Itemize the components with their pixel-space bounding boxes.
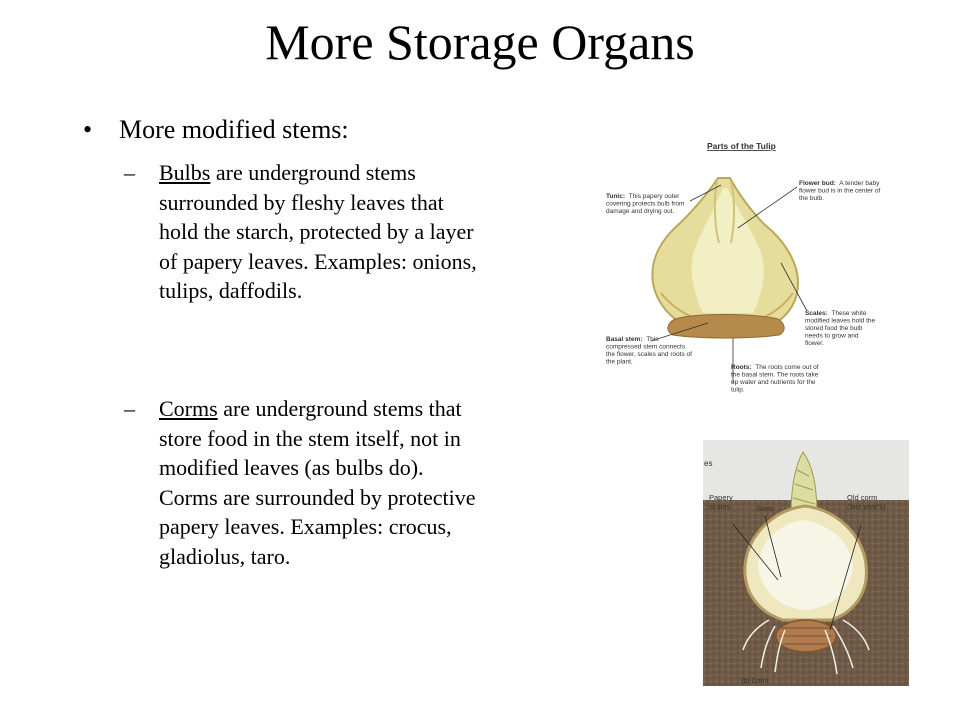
- basal-stem-line: compressed stem connects: [606, 343, 686, 351]
- scales-label: Scales:: [805, 310, 828, 317]
- tulip-diagram: [603, 133, 881, 403]
- basal-stem-line: the flower, scales and roots of: [606, 351, 692, 358]
- tunic-line: covering protects bulb from: [606, 200, 685, 208]
- flower-bud-label: Flower bud:: [799, 180, 836, 187]
- term-bulbs: Bulbs: [159, 160, 211, 185]
- bullet-dot: •: [83, 115, 93, 144]
- corm-caption: (b) Corm: [741, 678, 769, 685]
- bulbs-text: are underground stems surrounded by fleshy leaves that hold the starch, protected by a layer of papery leaves. Examples: onions, tulips, daffodils.: [159, 160, 477, 303]
- scales-line: needs to grow and: [805, 332, 859, 340]
- tulip-bulb-figure: [603, 133, 881, 403]
- stem-label: Stem: [756, 504, 774, 513]
- basal-stem-line: This: [646, 336, 659, 343]
- roots-label: Roots:: [731, 364, 752, 371]
- corm-fragment-label: es: [704, 459, 713, 468]
- tunic-label: Tunic:: [606, 193, 626, 200]
- basal-stem-label: Basal stem:: [606, 336, 643, 343]
- slide-title: More Storage Organs: [265, 14, 695, 70]
- dash-marker: –: [124, 396, 135, 421]
- basal-stem-line: the plant.: [606, 358, 633, 366]
- tunic-line: This papery outer: [628, 193, 680, 200]
- tulip-heading: Parts of the Tulip: [707, 141, 776, 151]
- tunic-annotation: [606, 193, 686, 215]
- roots-line: tulip.: [731, 386, 745, 394]
- scales-line: stored food the bulb: [805, 325, 863, 332]
- term-corms: Corms: [159, 396, 218, 421]
- papery-scales-line: Papery: [709, 493, 733, 502]
- flower-bud-line: flower bud is in the center of: [799, 187, 881, 195]
- flower-bud-line: the bulb.: [799, 195, 824, 202]
- sub-bullet-corms: [124, 394, 484, 571]
- scales-line: flower.: [805, 340, 824, 347]
- dash-marker: –: [124, 160, 135, 185]
- roots-line: The roots come out of: [755, 364, 819, 371]
- old-corm-line: Old corm: [847, 493, 878, 502]
- corms-text: are underground stems that store food in the stem itself, not in modified leaves (as bulbs do). Corms are surrounded by protective papery leaves. Examples: crocus, gladiolus, taro.: [159, 396, 476, 569]
- sub-bullet-bulbs: [124, 158, 484, 306]
- tunic-line: damage and drying out.: [606, 208, 675, 215]
- papery-scales-line: scales: [709, 502, 731, 511]
- bullet-text: More modified stems:: [119, 115, 349, 144]
- roots-line: up water and nutrients for the: [731, 379, 816, 386]
- roots-line: the basal stem. The roots take: [731, 371, 819, 379]
- old-corm-line: (last year's): [847, 502, 886, 511]
- corm-diagram: [703, 440, 909, 686]
- scales-line: modified leaves hold the: [805, 317, 876, 325]
- flower-bud-line: A tender baby: [839, 180, 880, 187]
- corm-figure: [703, 440, 909, 686]
- scales-line: These white: [831, 310, 867, 317]
